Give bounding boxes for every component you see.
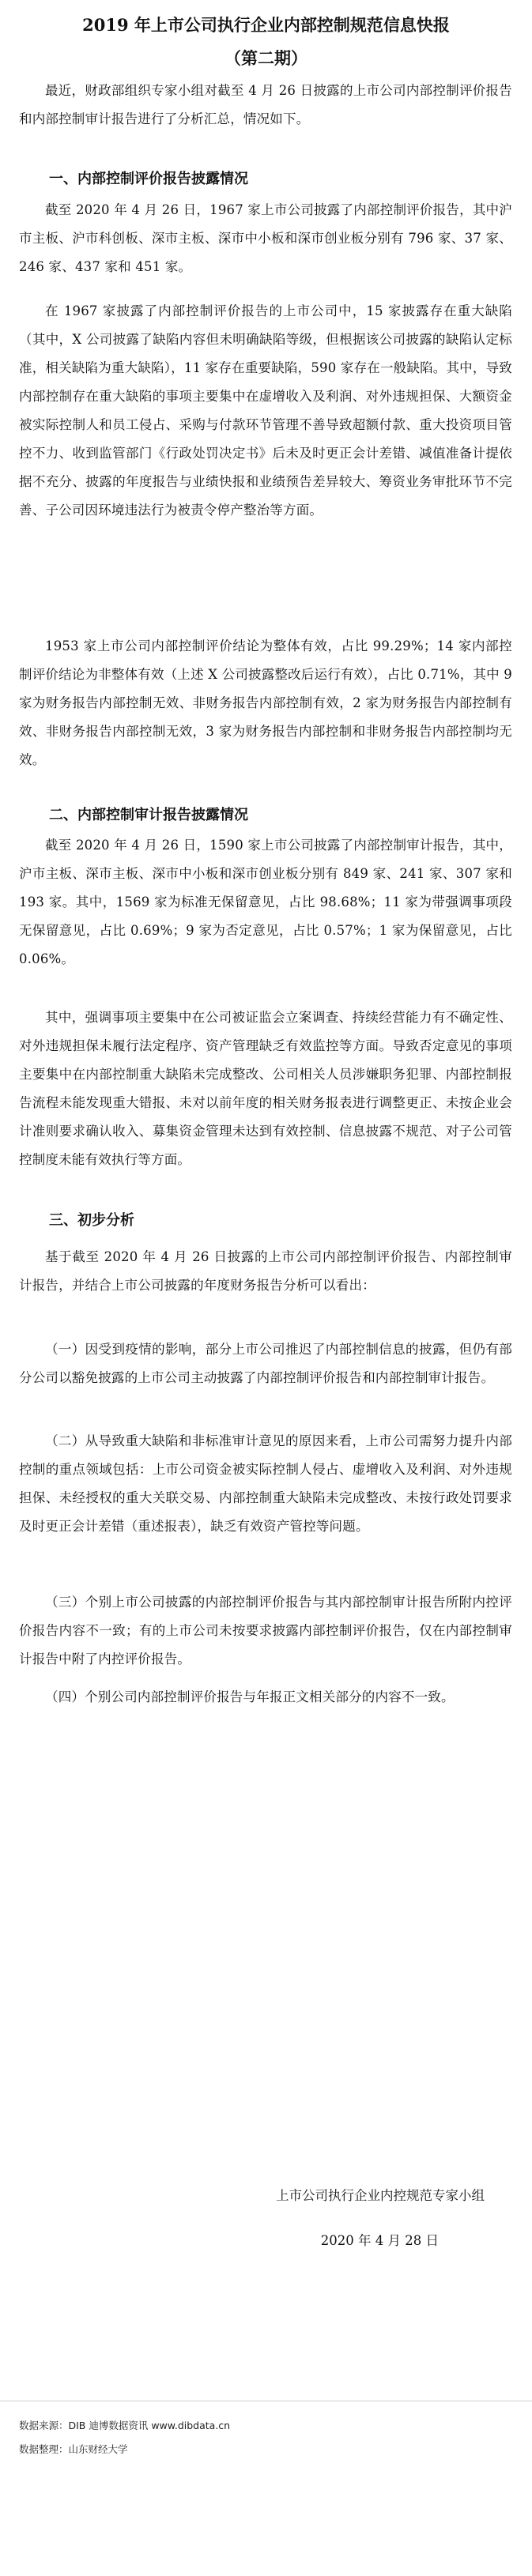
- section2-paragraph-1: 截至 2020 年 4 月 26 日，1590 家上市公司披露了内部控制审计报告，其中，沪市主板、深市主板、深市中小板和深市创业板分别有 849 家、241 家、307 家和 193 家。其中，1569 家为标准无保留意见，占比 98.68%；11 家为带强调事项段无保留意见，占比 0.69%；9 家为否定意见，占比 0.57%；1 家为保留意见，占比 0.06%。: [19, 838, 512, 966]
- section1-heading: 一、内部控制评价报告披露情况: [49, 171, 248, 187]
- section1-paragraph-3: 1953 家上市公司内部控制评价结论为整体有效，占比 99.29%；14 家内部控制评价结论为非整体有效（上述 X 公司披露整改后运行有效），占比 0.71%，其中 9 家为财务报告内部控制无效、非财务报告内部控制有效，2 家为财务报告内部控制有效、非财务报告内部控制无效，3 家为财务报告内部控制和非财务报告内部控制均无效。: [19, 638, 512, 767]
- footer-source: 数据来源：DIB 迪博数据资讯 www.dibdata.cn: [19, 2420, 231, 2431]
- section3-paragraph-1: 基于截至 2020 年 4 月 26 日披露的上市公司内部控制评价报告、内部控制审计报告，并结合上市公司披露的年度财务报告分析可以看出：: [19, 1249, 512, 1293]
- section3-paragraph-3: （二）从导致重大缺陷和非标准审计意见的原因来看，上市公司需努力提升内部控制的重点领域包括：上市公司资金被实际控制人侵占、虚增收入及利润、对外违规担保、未经授权的重大关联交易、内部控制重大缺陷未完成整改、未按行政处罚要求及时更正会计差错（重述报表），缺乏有效资产管控等问题。: [19, 1433, 512, 1534]
- section3-paragraph-2: （一）因受到疫情的影响，部分上市公司推迟了内部控制信息的披露，但仍有部分公司以豁免披露的上市公司主动披露了内部控制评价报告和内部控制审计报告。: [19, 1342, 512, 1385]
- section3-paragraph-5: （四）个别公司内部控制评价报告与年报正文相关部分的内容不一致。: [45, 1689, 455, 1704]
- section3-paragraph-4: （三）个别上市公司披露的内部控制评价报告与其内部控制审计报告所附内控评价报告内容不一致；有的上市公司未按要求披露内部控制评价报告，仅在内部控制审计报告中附了内控评价报告。: [19, 1595, 512, 1666]
- footer-compiler: 数据整理：山东财经大学: [19, 2443, 128, 2455]
- section1-paragraph-1: 截至 2020 年 4 月 26 日，1967 家上市公司披露了内部控制评价报告，其中沪市主板、沪市科创板、深市主板、深市中小板和深市创业板分别有 796 家、37 家、246 家、437 家和 451 家。: [19, 202, 512, 274]
- intro-paragraph: 最近，财政部组织专家小组对截至 4 月 26 日披露的上市公司内部控制评价报告和内部控制审计报告进行了分析汇总，情况如下。: [19, 83, 512, 126]
- section1-paragraph-2: 在 1967 家披露了内部控制评价报告的上市公司中，15 家披露存在重大缺陷（其中，X 公司披露了缺陷内容但未明确缺陷等级，但根据该公司披露的缺陷认定标准，相关缺陷为重大缺陷），11 家存在重要缺陷，590 家存在一般缺陷。其中，导致内部控制存在重大缺陷的事项主要集中在虚增收入及利润、对外违规担保、大额资金被实际控制人和员工侵占、采购与付款环节管理不善导致超额付款、重大投资项目管控不力、收到监管部门《行政处罚决定书》后未及时更正会计差错、减值准备计提依据不充分、披露的年度报告与业绩快报和业绩预告差异较大、筹资业务审批环节不完善、子公司因环境违法行为被责令停产整治等方面。: [19, 303, 512, 518]
- section2-heading: 二、内部控制审计报告披露情况: [49, 807, 248, 823]
- signature-date: 2020 年 4 月 28 日: [320, 2233, 439, 2248]
- document-title: 2019 年上市公司执行企业内部控制规范信息快报: [82, 15, 450, 35]
- section3-heading: 三、初步分析: [49, 1212, 134, 1229]
- section2-paragraph-2: 其中，强调事项主要集中在公司被证监会立案调查、持续经营能力有不确定性、对外违规担保未履行法定程序、资产管理缺乏有效监控等方面。导致否定意见的事项主要集中在内部控制重大缺陷未完成整改、公司相关人员涉嫌职务犯罪、内部控制报告流程未能发现重大错报、未对以前年度的相关财务报表进行调整更正、未按企业会计准则要求确认收入、募集资金管理未达到有效控制、信息披露不规范、对子公司管控制度未能有效执行等方面。: [19, 1010, 512, 1167]
- document-subtitle: （第二期）: [224, 48, 308, 68]
- signature-org: 上市公司执行企业内控规范专家小组: [276, 2188, 485, 2203]
